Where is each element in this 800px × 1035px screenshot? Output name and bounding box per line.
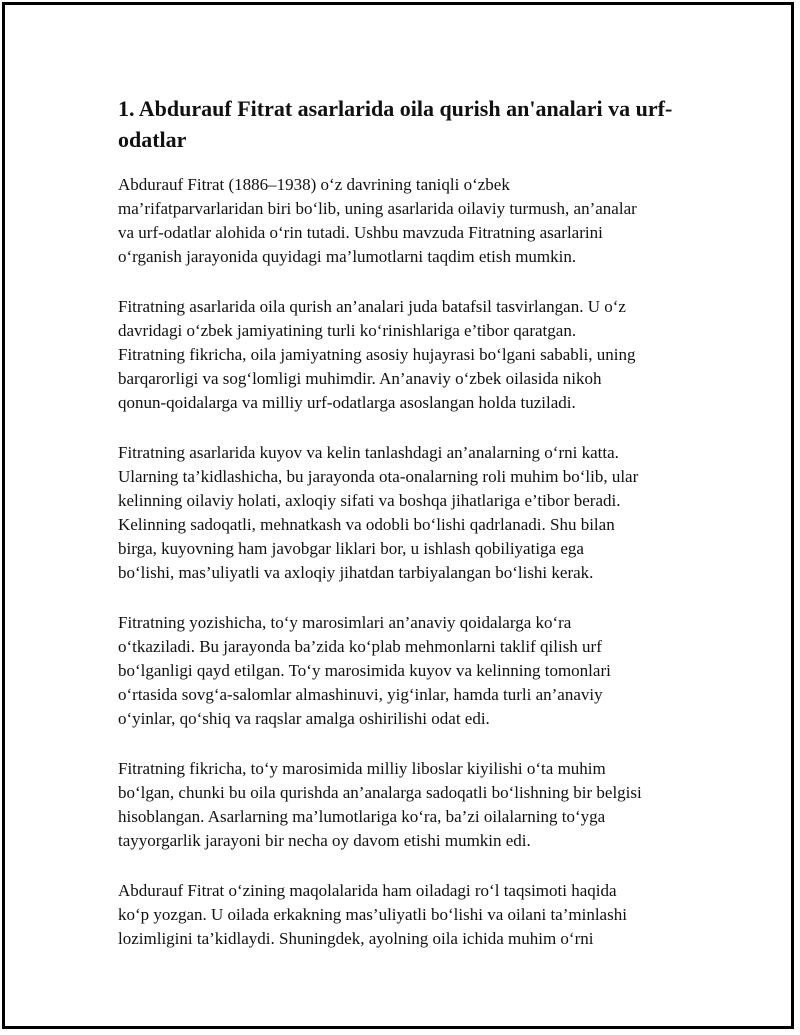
paragraph-line: Kelinning sadoqatli, mehnatkash va odobli bo‘lishi qadrlanadi. Shu bilan (118, 515, 615, 534)
paragraph-6 (118, 879, 688, 951)
paragraph-line: kelinning oilaviy holati, axloqiy sifati va boshqa jihatlariga e’tibor beradi. (118, 491, 621, 510)
paragraph-line: tayyorgarlik jarayoni bir necha oy davom etishi mumkin edi. (118, 831, 531, 850)
paragraph-line: Abdurauf Fitrat (1886–1938) o‘z davrining taniqli o‘zbek (118, 175, 510, 194)
document-body (118, 93, 688, 977)
paragraph-line: Fitratning asarlarida oila qurish an’analari juda batafsil tasvirlangan. U o‘z (118, 297, 626, 316)
paragraph-line: o‘yinlar, qo‘shiq va raqslar amalga oshirilishi odat edi. (118, 709, 490, 728)
paragraph-line: Fitratning fikricha, to‘y marosimida milliy liboslar kiyilishi o‘ta muhim (118, 759, 606, 778)
paragraph-line: Abdurauf Fitrat o‘zining maqolalarida ham oiladagi ro‘l taqsimoti haqida (118, 881, 617, 900)
paragraph-line: va urf-odatlar alohida o‘rin tutadi. Ushbu mavzuda Fitratning asarlarini (118, 223, 603, 242)
paragraph-line: Fitratning fikricha, oila jamiyatning asosiy hujayrasi bo‘lgani sababli, uning (118, 345, 636, 364)
paragraph-line: o‘rtasida sovg‘a-salomlar almashinuvi, yig‘inlar, hamda turli an’anaviy (118, 685, 603, 704)
paragraph-5 (118, 757, 688, 853)
paragraph-3 (118, 441, 688, 585)
paragraph-line: bo‘lgan, chunki bu oila qurishda an’analarga sadoqatli bo‘lishning bir belgisi (118, 783, 642, 802)
paragraph-line: o‘rganish jarayonida quyidagi ma’lumotlarni taqdim etish mumkin. (118, 247, 577, 266)
paragraph-line: davridagi o‘zbek jamiyatining turli ko‘rinishlariga e’tibor qaratgan. (118, 321, 577, 340)
paragraph-line: ko‘p yozgan. U oilada erkakning mas’uliyatli bo‘lishi va oilani ta’minlashi (118, 905, 627, 924)
paragraph-1 (118, 173, 688, 269)
paragraph-line: o‘tkaziladi. Bu jarayonda ba’zida ko‘plab mehmonlarni taklif qilish urf (118, 637, 602, 656)
paragraph-2 (118, 295, 688, 415)
paragraph-line: ma’rifatparvarlaridan biri bo‘lib, uning asarlarida oilaviy turmush, an’analar (118, 199, 637, 218)
paragraph-line: bo‘lganligi qayd etilgan. To‘y marosimida kuyov va kelinning tomonlari (118, 661, 611, 680)
paragraph-line: barqarorligi va sog‘lomligi muhimdir. An’anaviy o‘zbek oilasida nikoh (118, 369, 602, 388)
title-line: odatlar (118, 127, 187, 152)
paragraph-line: hisoblangan. Asarlarning ma’lumotlariga ko‘ra, ba’zi oilalarning to‘yga (118, 807, 606, 826)
paragraph-line: birga, kuyovning ham javobgar liklari bor, u ishlash qobiliyatiga ega (118, 539, 584, 558)
paragraph-line: Fitratning asarlarida kuyov va kelin tanlashdagi an’analarning o‘rni katta. (118, 443, 619, 462)
paragraph-line: Fitratning yozishicha, to‘y marosimlari an’anaviy qoidalarga ko‘ra (118, 613, 572, 632)
paragraph-line: lozimligini ta’kidlaydi. Shuningdek, ayolning oila ichida muhim o‘rni (118, 929, 594, 948)
paragraph-line: bo‘lishi, mas’uliyatli va axloqiy jihatdan tarbiyalangan bo‘lishi kerak. (118, 563, 594, 582)
document-title (118, 93, 688, 155)
paragraph-line: qonun-qoidalarga va milliy urf-odatlarga asoslangan holda tuziladi. (118, 393, 576, 412)
paragraph-4 (118, 611, 688, 731)
title-line: 1. Abdurauf Fitrat asarlarida oila qurish an'analari va urf- (118, 96, 673, 121)
paragraph-line: Ularning ta’kidlashicha, bu jarayonda ota-onalarning roli muhim bo‘lib, ular (118, 467, 639, 486)
